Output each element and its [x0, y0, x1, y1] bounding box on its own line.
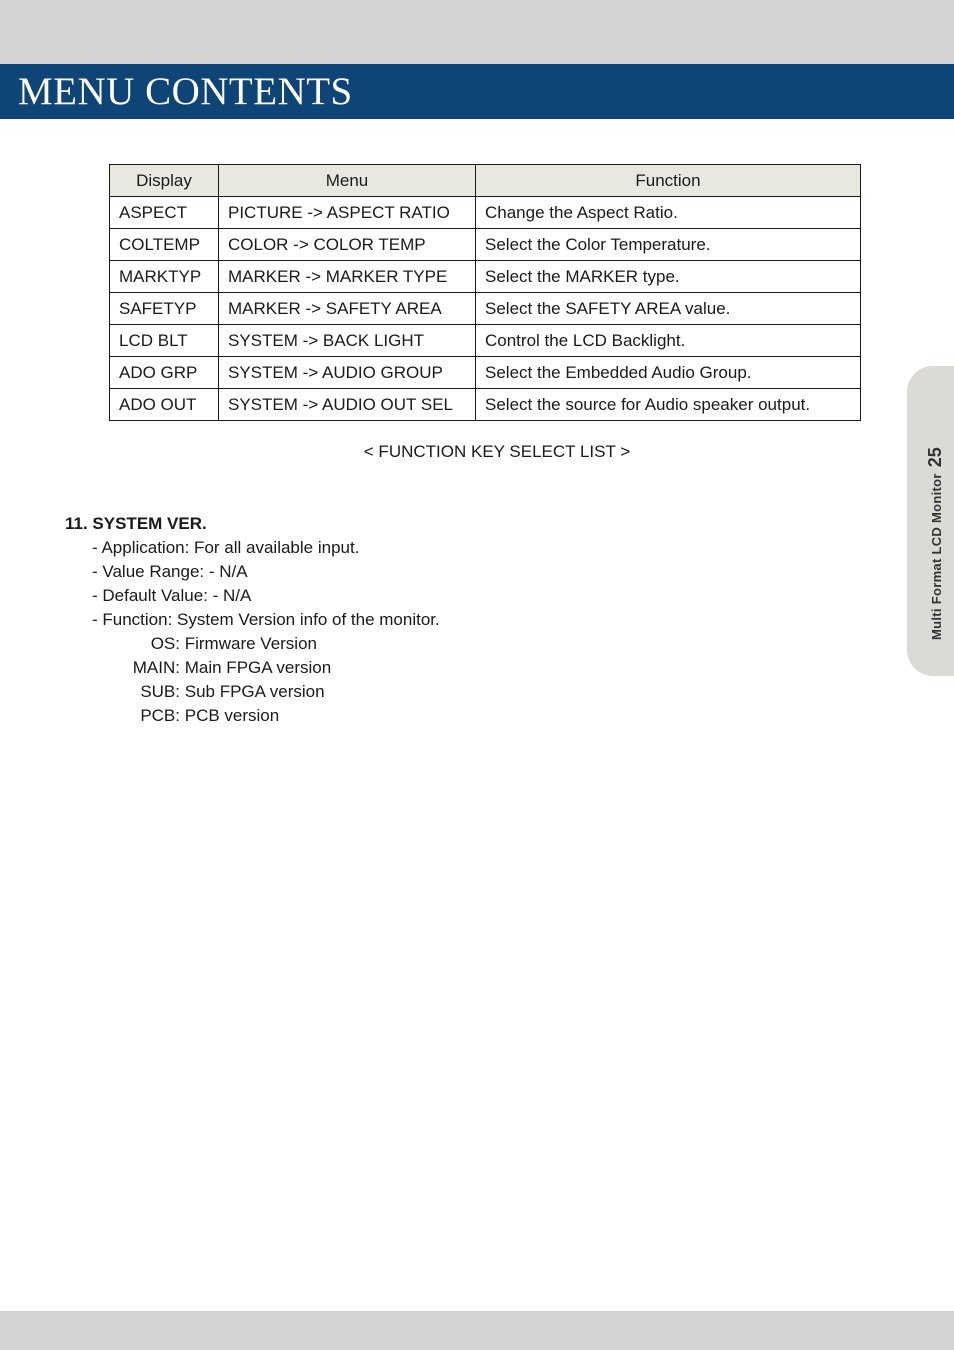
version-value: Sub FPGA version [184, 682, 325, 701]
cell-display: COLTEMP [110, 229, 219, 261]
cell-function: Select the Color Temperature. [476, 229, 861, 261]
column-header-display: Display [110, 165, 219, 197]
cell-display: ASPECT [110, 197, 219, 229]
list-item: - Application: For all available input. [92, 538, 360, 557]
cell-display: ADO GRP [110, 357, 219, 389]
table-row [110, 325, 861, 357]
table-row [110, 357, 861, 389]
version-row-main [65, 656, 440, 680]
top-band [0, 0, 954, 64]
cell-function: Select the Embedded Audio Group. [476, 357, 861, 389]
table-caption: < FUNCTION KEY SELECT LIST > [363, 442, 631, 461]
cell-display: LCD BLT [110, 325, 219, 357]
cell-function: Select the SAFETY AREA value. [476, 293, 861, 325]
version-value: Main FPGA version [184, 658, 332, 677]
list-item: - Function: System Version info of the monitor. [92, 610, 440, 629]
version-value: Firmware Version [184, 634, 317, 653]
title-bar [0, 64, 954, 119]
system-ver-section [65, 512, 440, 728]
section-heading: 11. SYSTEM VER. [65, 514, 207, 533]
function-key-table [109, 164, 861, 421]
table-row [110, 229, 861, 261]
version-key: OS: [150, 634, 180, 653]
table-row [110, 197, 861, 229]
document-name: Multi Format LCD Monitor [929, 473, 944, 640]
table-header-row [110, 165, 861, 197]
cell-menu: COLOR -> COLOR TEMP [219, 229, 476, 261]
version-value: PCB version [184, 706, 280, 725]
version-key: PCB: [140, 706, 180, 725]
cell-function: Control the LCD Backlight. [476, 325, 861, 357]
cell-display: SAFETYP [110, 293, 219, 325]
page-title: MENU CONTENTS [18, 70, 353, 113]
cell-function: Change the Aspect Ratio. [476, 197, 861, 229]
cell-display: ADO OUT [110, 389, 219, 421]
version-key: MAIN: [132, 658, 180, 677]
cell-function: Select the MARKER type. [476, 261, 861, 293]
table-row [110, 389, 861, 421]
table-row [110, 261, 861, 293]
side-tab-label [925, 447, 946, 640]
cell-menu: SYSTEM -> AUDIO GROUP [219, 357, 476, 389]
cell-display: MARKTYP [110, 261, 219, 293]
cell-menu: SYSTEM -> AUDIO OUT SEL [219, 389, 476, 421]
version-row-sub [65, 680, 440, 704]
cell-menu: MARKER -> SAFETY AREA [219, 293, 476, 325]
list-item: - Value Range: - N/A [92, 562, 248, 581]
cell-menu: SYSTEM -> BACK LIGHT [219, 325, 476, 357]
page-number: 25 [925, 447, 945, 468]
cell-menu: PICTURE -> ASPECT RATIO [219, 197, 476, 229]
cell-menu: MARKER -> MARKER TYPE [219, 261, 476, 293]
table-row [110, 293, 861, 325]
version-row-pcb [65, 704, 440, 728]
version-key: SUB: [140, 682, 180, 701]
version-row-os [65, 632, 440, 656]
column-header-function: Function [476, 165, 861, 197]
list-item: - Default Value: - N/A [92, 586, 252, 605]
bottom-band [0, 1311, 954, 1350]
column-header-menu: Menu [219, 165, 476, 197]
cell-function: Select the source for Audio speaker output. [476, 389, 861, 421]
